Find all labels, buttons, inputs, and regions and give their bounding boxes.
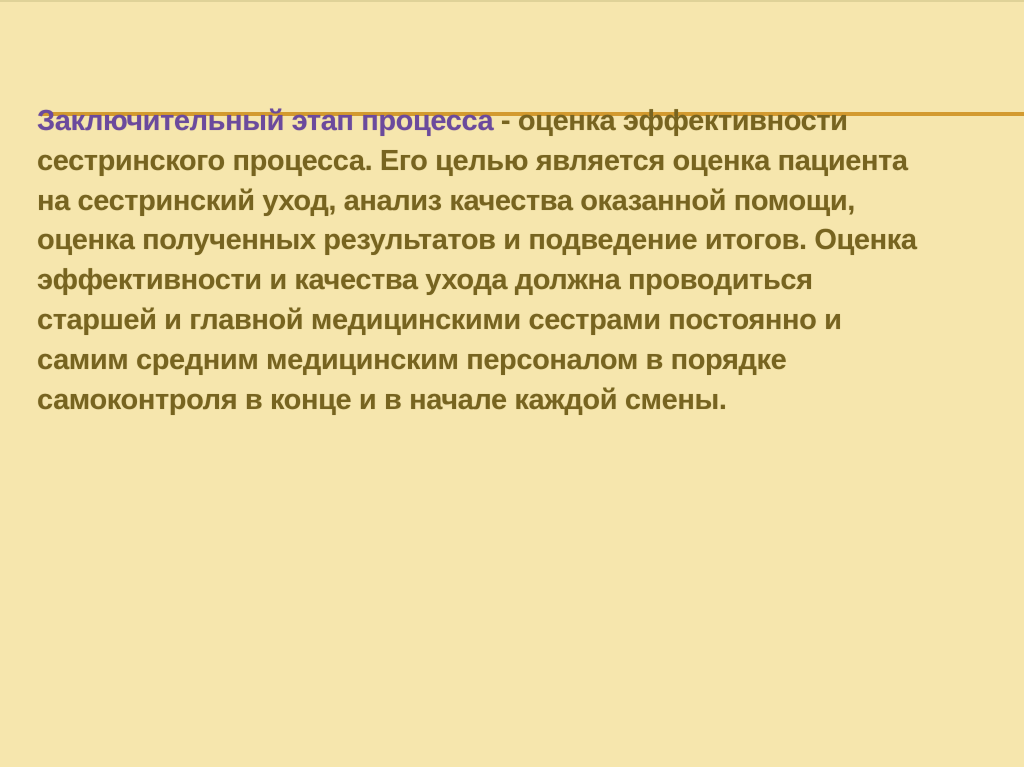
text-line-1 <box>37 102 997 142</box>
text-line-5: эффективности и качества ухода должна проводиться <box>37 264 813 297</box>
slide-text-block <box>37 102 997 420</box>
slide-top-edge <box>0 0 1024 2</box>
text-line-7: самим средним медицинским персоналом в порядке <box>37 343 787 376</box>
text-line-4: оценка полученных результатов и подведение итогов. Оценка <box>37 224 917 257</box>
text-line-8: самоконтроля в конце и в начале каждой смены. <box>37 383 727 416</box>
text-line-2: сестринского процесса. Его целью является оценка пациента <box>37 144 908 177</box>
text-line-3: на сестринский уход, анализ качества оказанной помощи, <box>37 184 855 217</box>
text-line-6: старшей и главной медицинскими сестрами постоянно и <box>37 303 842 336</box>
heading-rest: - оценка эффективности <box>493 105 848 137</box>
heading-emphasis: Заключительный этап процесса <box>37 105 494 137</box>
